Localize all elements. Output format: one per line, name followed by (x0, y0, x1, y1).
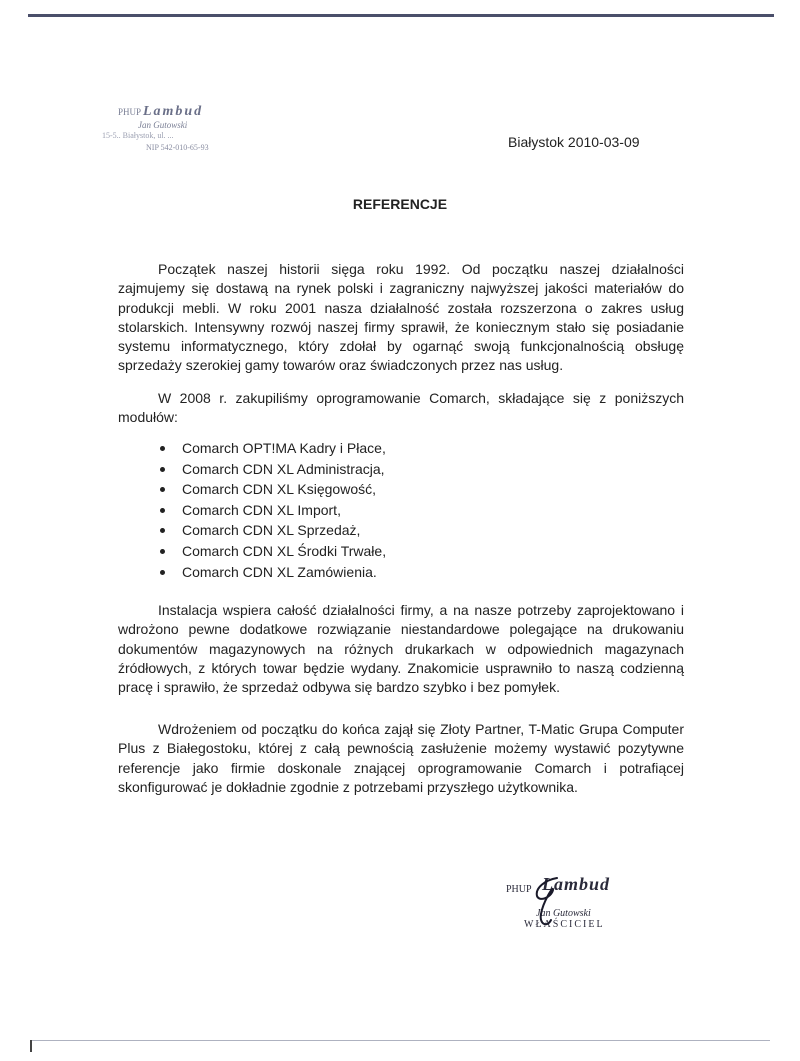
letter-date: Białystok 2010-03-09 (508, 134, 640, 150)
list-item (156, 541, 386, 562)
stamp-prefix: PHUP (118, 107, 141, 117)
module-label: Comarch CDN XL Sprzedaż, (182, 522, 361, 539)
paragraph-history-text: Początek naszej historii sięga roku 1992. Od początku naszej działalności zajmujemy się dostawą na rynek polski i zagraniczny najwyższej jakości materiałów do produkcji mebli. W roku 2001 nasza działalność została rozszerzona o zakres usług stolarskich. Intensywny rozwój naszej firmy sprawił, że koniecznym stało się posiadanie systemu informatycznego, który zdołał by ogarnąć swoją funkcjonalnością obsługę sprzedaży szerokiej gamy towarów oraz świadczonych przez nas usług. (118, 261, 684, 374)
stamp-owner-name: Jan Gutowski (138, 120, 188, 130)
bullet-icon (160, 528, 165, 533)
letter-title: REFERENCJE (352, 196, 448, 212)
paragraph-installation-text: Instalacja wspiera całość działalności firmy, a na nasze potrzeby zaprojektowano i wdrożono pewne dodatkowe rozwiązanie niestandardowe polegające na drukowaniu dokumentów magazynowych na różnych drukarkach w odpowiednich magazynach źródłowych, z których towar będzie wydany. Znakomicie usprawniło to naszą codzienną pracę i sprawiło, że sprzedaż odbywa się bardzo szybko i bez pomyłek. (118, 602, 684, 696)
paragraph-purchase-text: W 2008 r. zakupiliśmy oprogramowanie Comarch, składające się z poniższych modułów: (118, 390, 684, 426)
scan-edge-mark (30, 1040, 32, 1052)
paragraph-partner (118, 720, 684, 797)
module-label: Comarch CDN XL Środki Trwałe, (182, 542, 387, 559)
bullet-icon (160, 508, 165, 513)
stamp-brand: Lambud (142, 104, 204, 119)
scan-border-top (28, 14, 774, 17)
stamp-line-1 (118, 104, 203, 120)
paragraph-purchase (118, 389, 684, 428)
list-item (156, 438, 386, 459)
stamp-nip: NIP 542-010-65-93 (146, 143, 209, 152)
stamp-prefix: PHUP (506, 884, 532, 895)
paragraph-partner-text: Wdrożeniem od początku do końca zajął się Złoty Partner, T-Matic Grupa Computer Plus z Białegostoku, której z całą pewnością zasłużenie możemy wystawić pozytywne referencje jako firmie doskonale znającej oprogramowanie Comarch i potrafiącej skonfigurować je dokładnie zgodnie z potrzebami przyszłego użytkownika. (118, 721, 684, 795)
handwritten-signature (527, 872, 567, 932)
bullet-icon (160, 467, 165, 472)
module-label: Comarch CDN XL Administracja, (182, 460, 385, 477)
paragraph-installation (118, 601, 684, 697)
bullet-icon (160, 549, 165, 554)
list-item (156, 479, 386, 500)
modules-list (156, 438, 386, 582)
paragraph-history (118, 260, 684, 376)
list-item (156, 500, 386, 521)
stamp-role: WŁAŚCICIEL (524, 919, 605, 930)
bullet-icon (160, 570, 165, 575)
stamp-brand: Lambud (542, 874, 611, 894)
scan-border-bottom (30, 1040, 770, 1041)
module-label: Comarch OPT!MA Kadry i Płace, (182, 440, 386, 456)
module-label: Comarch CDN XL Księgowość, (182, 481, 376, 498)
module-label: Comarch CDN XL Zamówienia. (182, 563, 377, 580)
list-item (156, 459, 386, 480)
stamp-address: 15-5.. Białystok, ul. ... (102, 131, 174, 140)
list-item (156, 520, 386, 541)
stamp-owner-name: Jan Gutowski (536, 908, 591, 919)
module-label: Comarch CDN XL Import, (182, 501, 341, 518)
bullet-icon (160, 446, 165, 451)
bullet-icon (160, 487, 165, 492)
company-stamp-header (100, 104, 260, 160)
list-item (156, 562, 386, 583)
